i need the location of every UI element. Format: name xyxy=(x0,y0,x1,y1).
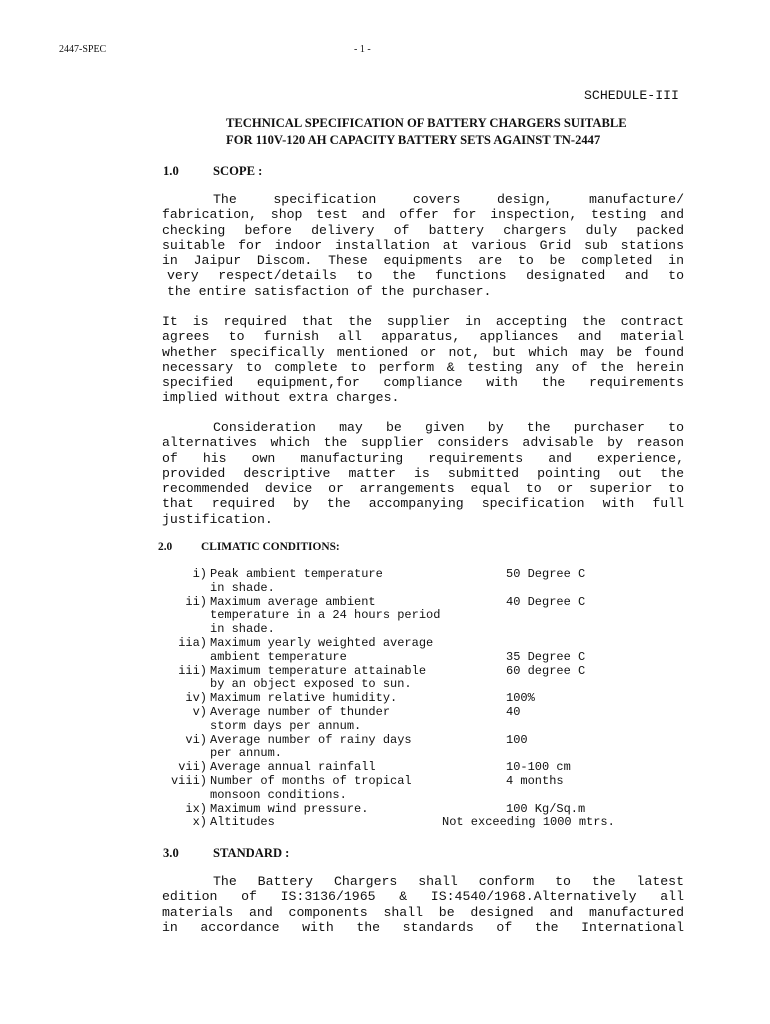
climatic-item-value: 100 Kg/Sq.m xyxy=(506,801,586,816)
climatic-item-value: 35 Degree C xyxy=(506,649,586,664)
title-line-2: FOR 110V-120 AH CAPACITY BATTERY SETS AGAINST TN-2447 xyxy=(226,133,601,147)
scope-p3-line: provided descriptive matter is submitted pointing out the xyxy=(162,465,684,481)
standard-p1-line: edition of IS:3136/1965 & IS:4540/1968.Alternatively all xyxy=(162,889,684,905)
climatic-item-description: Maximum wind pressure. xyxy=(210,801,369,816)
climatic-item-number: viii) xyxy=(170,774,207,788)
climatic-item-value: 40 Degree C xyxy=(506,594,586,609)
scope-p2-line: specified equipment,for compliance with the requirements xyxy=(162,375,684,391)
climatic-item-value: 50 Degree C xyxy=(506,567,586,581)
climatic-item-number: vii) xyxy=(178,760,207,775)
climatic-item-description: storm days per annum. xyxy=(210,718,362,733)
scope-p1-line: suitable for indoor installation at various Grid sub stations xyxy=(162,237,684,253)
standard-heading: STANDARD : xyxy=(213,846,290,860)
climatic-item-value: 100 xyxy=(506,732,528,747)
scope-p1-line: very respect/details to the functions designated and to xyxy=(167,268,684,284)
standard-number: 3.0 xyxy=(163,846,179,860)
scope-p2-line: whether specifically mentioned or not, but which may be found xyxy=(162,344,684,360)
scope-number: 1.0 xyxy=(163,164,179,178)
standard-p1-line: in accordance with the standards of the International xyxy=(162,919,684,935)
climatic-item-description: Altitudes xyxy=(210,815,275,830)
climatic-item-description: temperature in a 24 hours period xyxy=(210,608,441,623)
scope-p1-line: fabrication, shop test and offer for inspection, testing and xyxy=(162,207,684,223)
scope-paragraph-3 xyxy=(162,420,684,527)
climatic-item-description: Maximum relative humidity. xyxy=(210,691,398,706)
standard-p1-line: The Battery Chargers shall conform to the latest xyxy=(213,874,684,889)
climatic-item-description: Maximum average ambient xyxy=(210,594,376,609)
climatic-item-description: Maximum temperature attainable xyxy=(210,663,427,678)
standard-p1-line: materials and components shall be designed and manufactured xyxy=(162,904,684,920)
scope-p3-line: recommended device or arrangements equal to or superior to xyxy=(162,481,684,497)
climatic-item-description: in shade. xyxy=(210,580,275,595)
climatic-item-number: iii) xyxy=(178,663,207,678)
climatic-item-description: Maximum yearly weighted average xyxy=(210,636,434,650)
schedule-label: SCHEDULE-III xyxy=(584,88,679,103)
climatic-number: 2.0 xyxy=(158,541,173,553)
scope-p2-line: agrees to furnish all apparatus, appliances and material xyxy=(162,329,684,345)
climatic-item-number: v) xyxy=(192,705,207,719)
scope-p3-line: justification. xyxy=(162,511,273,527)
climatic-item-value: Not exceeding 1000 mtrs. xyxy=(442,815,615,830)
climatic-item-description: Number of months of tropical xyxy=(210,774,412,788)
scope-p3-line: that required by the accompanying specification with full xyxy=(162,496,684,512)
climatic-item-description: monsoon conditions. xyxy=(210,787,347,802)
scope-paragraph-2 xyxy=(162,314,684,406)
page-number: - 1 - xyxy=(354,44,371,55)
climatic-item-number: vi) xyxy=(185,732,207,747)
document-code: 2447-SPEC xyxy=(59,44,107,55)
climatic-item-value: 10-100 cm xyxy=(506,760,571,775)
scope-p3-line: of his own manufacturing requirements and experience, xyxy=(162,450,684,466)
climatic-item-number: iv) xyxy=(185,691,207,706)
climatic-item-description: in shade. xyxy=(210,622,275,637)
climatic-item-value: 4 months xyxy=(506,774,564,788)
climatic-item-number: ii) xyxy=(185,594,207,609)
scope-p1-line: checking before delivery of battery chargers duly packed xyxy=(162,222,684,238)
scope-p1-line: the entire satisfaction of the purchaser. xyxy=(167,283,492,299)
climatic-item-description: Average annual rainfall xyxy=(210,760,376,775)
climatic-item-description: Average number of rainy days xyxy=(210,732,412,747)
climatic-item-number: ix) xyxy=(185,801,207,816)
climatic-item-number: x) xyxy=(192,815,207,830)
climatic-item-number: i) xyxy=(192,567,207,581)
scope-p1-line: The specification covers design, manufacture/ xyxy=(213,192,684,207)
scope-p2-line: necessary to complete to perform & testing any of the herein xyxy=(162,359,684,375)
standard-paragraph-1 xyxy=(162,874,684,935)
scope-p3-line: Consideration may be given by the purchaser to xyxy=(213,420,684,435)
scope-paragraph-1 xyxy=(162,192,684,299)
scope-p2-line: implied without extra charges. xyxy=(162,390,400,406)
scope-p2-line: It is required that the supplier in accepting the contract xyxy=(162,314,684,329)
climatic-item-description: ambient temperature xyxy=(210,649,347,664)
scope-p3-line: alternatives which the supplier considers advisable by reason xyxy=(162,435,684,451)
scope-p1-line: in Jaipur Discom. These equipments are to be completed in xyxy=(162,253,684,269)
climatic-item-value: 60 degree C xyxy=(506,663,586,678)
climatic-item-description: Average number of thunder xyxy=(210,705,391,719)
climatic-item-description: per annum. xyxy=(210,746,283,761)
climatic-heading: CLIMATIC CONDITIONS: xyxy=(201,541,340,553)
title-line-1: TECHNICAL SPECIFICATION OF BATTERY CHARGERS SUITABLE xyxy=(226,116,627,130)
climatic-item-value: 100% xyxy=(506,691,535,706)
climatic-item-description: Peak ambient temperature xyxy=(210,567,383,581)
scope-heading: SCOPE : xyxy=(213,164,263,178)
climatic-item-description: by an object exposed to sun. xyxy=(210,677,412,692)
climatic-item-number: iia) xyxy=(178,636,207,650)
climatic-item-value: 40 xyxy=(506,705,521,719)
